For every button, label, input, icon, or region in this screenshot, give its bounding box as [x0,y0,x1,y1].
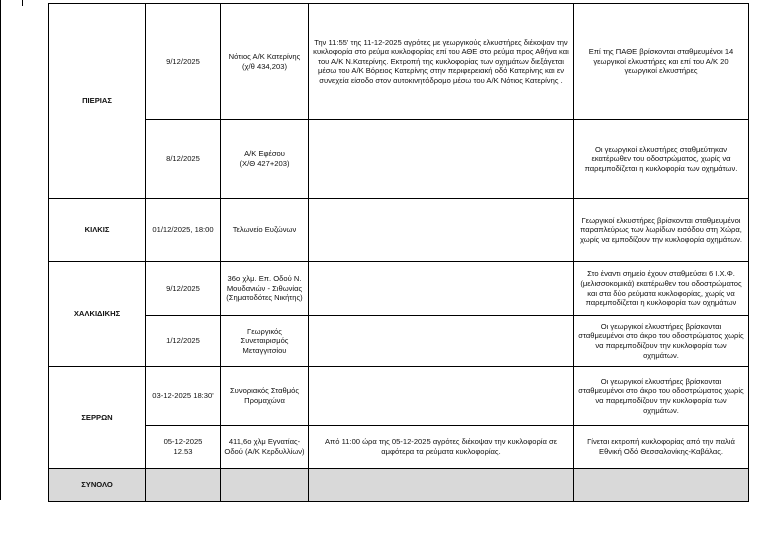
incident-cell [309,199,574,262]
total-label: ΣΥΝΟΛΟ [49,469,146,502]
table-row [49,4,749,120]
incident-cell [309,120,574,199]
date-cell: 9/12/2025 [146,4,221,120]
location-cell: Α/Κ Εφέσου (Χ/Θ 427+203) [221,120,309,199]
table-row [49,316,749,367]
location-cell: Γεωργικός Συνεταιρισμός Μεταγγιτσίου [221,316,309,367]
location-cell: 411,6ο χλμ Εγνατίας-Οδού (Α/Κ Κερδυλλίων) [221,426,309,469]
left-margin-line [22,0,23,6]
date-cell: 9/12/2025 [146,262,221,316]
status-cell: Οι γεωργικοί ελκυστήρες βρίσκονται σταθμευμένοι στο άκρο του οδοστρώματος χωρίς να παρεμποδίζουν την κυκλοφορία των οχημάτων. [574,316,749,367]
total-row [49,469,749,502]
region-cell: ΧΑΛΚΙΔΙΚΗΣ [49,262,146,367]
date-cell: 8/12/2025 [146,120,221,199]
status-cell: Στο έναντι σημείο έχουν σταθμεύσει 6 Ι.Χ.Φ. (μελισσοκομικά) εκατέρωθεν του οδοστρώματος και στα δύο ρεύματα κυκλοφορίας, χωρίς να παρεμποδίζεται η κυκλοφορία των οχημάτων [574,262,749,316]
table-row [49,199,749,262]
date-cell: 01/12/2025, 18:00 [146,199,221,262]
incident-cell [309,367,574,426]
date-cell: 1/12/2025 [146,316,221,367]
total-cell [309,469,574,502]
status-cell: Οι γεωργικοί ελκυστήρες βρίσκονται σταθμευμένοι στο άκρο του οδοστρώματος χωρίς να παρεμποδίζουν την κυκλοφορία των οχημάτων. [574,367,749,426]
date-cell: 05-12-2025 12.53 [146,426,221,469]
region-cell: ΚΙΛΚΙΣ [49,199,146,262]
location-cell: 36ο χλμ. Επ. Οδού Ν. Μουδανιών - Σιθωνίας (Σηματοδότες Νικήτης) [221,262,309,316]
incident-cell: Από 11:00 ώρα της 05-12-2025 αγρότες διέκοψαν την κυκλοφορία σε αμφότερα τα ρεύματα κυκλοφορίας. [309,426,574,469]
total-cell [574,469,749,502]
table-row [49,367,749,426]
region-cell: ΣΕΡΡΩΝ [49,367,146,469]
table-row [49,262,749,316]
total-cell [146,469,221,502]
status-cell: Γίνεται εκτροπή κυκλοφορίας από την παλιά Εθνική Οδό Θεσσαλονίκης-Καβάλας. [574,426,749,469]
location-cell: Νότιος Α/Κ Κατερίνης (χ/θ 434,203) [221,4,309,120]
location-cell: Συνοριακός Σταθμός Προμαχώνα [221,367,309,426]
farmer-blockades-table [48,3,749,502]
incident-cell: Την 11:55' της 11-12-2025 αγρότες με γεωργικούς ελκυστήρες διέκοψαν την κυκλοφορία στο ρεύμα κυκλοφορίας επί του ΑΘΕ στο ρεύμα προς Αθήνα και του Α/Κ Ν.Κατερίνης. Εκτροπή της κυκλοφορίας των οχημάτων διεξάγεται μέσω του Α/Κ Βόρειος Κατερίνης στην περιφερειακή οδό Κατερίνης και εν συνεχεία είσοδο στον αυτοκινητόδρομο μέσω του Α/Κ Νότιος Κατερίνης . [309,4,574,120]
total-cell [221,469,309,502]
location-cell: Τελωνείο Ευζώνων [221,199,309,262]
table-row [49,120,749,199]
status-cell: Οι γεωργικοί ελκυστήρες σταθμεύτηκαν εκατέρωθεν του οδοστρώματος, χωρίς να παρεμποδίζεται η κυκλοφορία των οχημάτων. [574,120,749,199]
incident-cell [309,262,574,316]
left-border-line [0,0,1,500]
table-row [49,426,749,469]
status-cell: Επί της ΠΑΘΕ βρίσκονται σταθμευμένοι 14 γεωργικοί ελκυστήρες και επί του Α/Κ 20 γεωργικοί ελκυστήρες [574,4,749,120]
date-cell: 03-12-2025 18:30' [146,367,221,426]
region-cell: ΠΙΕΡΙΑΣ [49,4,146,199]
status-cell: Γεωργικοί ελκυστήρες βρίσκονται σταθμευμένοι παραπλεύρως των λωρίδων εισόδου στη Χώρα, χωρίς να εμποδίζουν την κυκλοφορία οχημάτων. [574,199,749,262]
incident-cell [309,316,574,367]
